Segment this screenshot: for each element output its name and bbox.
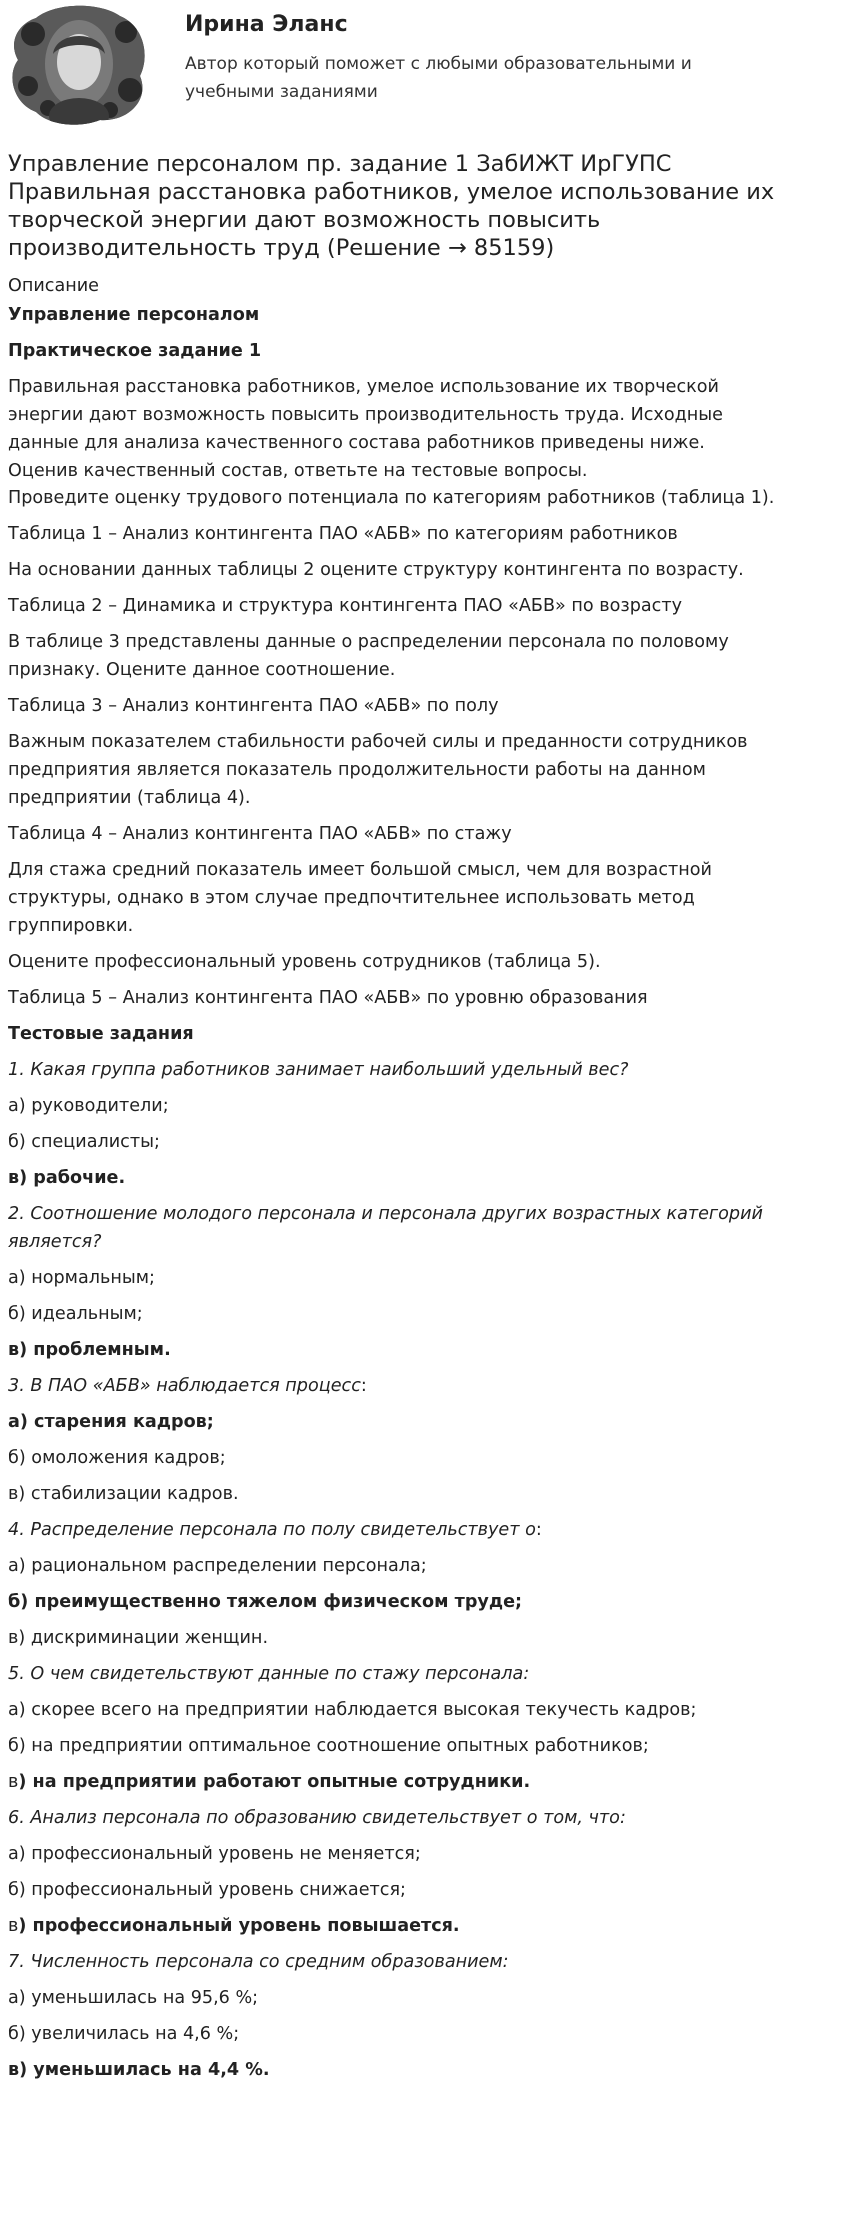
text-line: признаку. Оцените данное соотношение. [8,660,396,680]
paragraph [8,856,712,940]
table-caption: Таблица 1 – Анализ контингента ПАО «АБВ» по категориям работников [8,524,678,544]
answer-option: а) уменьшилась на 95,6 %; [8,1988,259,2008]
text-line: энергии дают возможность повысить производительность труда. Исходные [8,405,723,425]
answer-text: ) на предприятии работают опытные сотрудники. [18,1772,531,1792]
author-block [0,0,847,140]
question-6: 6. Анализ персонала по образованию свидетельствует о том, что: [8,1808,626,1828]
question-2 [8,1200,763,1256]
author-description-line: учебными заданиями [185,82,378,102]
title-line: Правильная расстановка работников, умелое использование их [8,179,775,205]
correct-answer: в) проблемным. [8,1340,171,1360]
answer-option: а) руководители; [8,1096,169,1116]
text-line: является? [8,1232,102,1252]
table-caption: Таблица 3 – Анализ контингента ПАО «АБВ» по полу [8,696,499,716]
text-line: данные для анализа качественного состава работников приведены ниже. [8,433,705,453]
answer-option: б) идеальным; [8,1304,143,1324]
question-3 [8,1372,367,1400]
paragraph: На основании данных таблицы 2 оцените структуру контингента по возрасту. [8,560,744,580]
correct-answer: в) рабочие. [8,1168,126,1188]
text-line: В таблице 3 представлены данные о распределении персонала по половому [8,632,729,652]
answer-option: б) увеличилась на 4,6 %; [8,2024,240,2044]
author-name[interactable]: Ирина Эланс [185,12,348,37]
text-line: 2. Соотношение молодого персонала и персонала других возрастных категорий [8,1204,763,1224]
title-line: творческой энергии дают возможность повысить [8,207,601,233]
question-4 [8,1516,542,1544]
answer-option: б) профессиональный уровень снижается; [8,1880,406,1900]
answer-prefix: в [8,1772,19,1792]
paragraph [8,728,748,812]
author-description [185,50,805,106]
page-title [8,150,838,262]
correct-answer: б) преимущественно тяжелом физическом труде; [8,1592,523,1612]
question-5: 5. О чем свидетельствуют данные по стажу персонала: [8,1664,530,1684]
paragraph: Проведите оценку трудового потенциала по категориям работников (таблица 1). [8,488,775,508]
table-caption: Таблица 2 – Динамика и структура контингента ПАО «АБВ» по возрасту [8,596,683,616]
text-line: Оценив качественный состав, ответьте на тестовые вопросы. [8,461,588,481]
title-line: Управление персоналом пр. задание 1 ЗабИЖТ ИрГУПС [8,151,672,177]
intro-paragraph [8,373,723,485]
title-line: производительность труд (Решение → 85159) [8,235,555,261]
correct-answer: в) уменьшилась на 4,4 %. [8,2060,270,2080]
answer-option: в) стабилизации кадров. [8,1484,239,1504]
tests-heading: Тестовые задания [8,1024,194,1044]
question-colon: : [360,1376,367,1396]
text-line: группировки. [8,916,134,936]
text-line: структуры, однако в этом случае предпочтительнее использовать метод [8,888,695,908]
question-text: 4. Распределение персонала по полу свидетельствует о [8,1520,536,1540]
correct-answer [8,1912,460,1940]
correct-answer: а) старения кадров; [8,1412,214,1432]
paragraph [8,628,729,684]
answer-option: а) нормальным; [8,1268,155,1288]
answer-option: а) рациональном распределении персонала; [8,1556,427,1576]
task-heading: Практическое задание 1 [8,341,262,361]
answer-option: б) специалисты; [8,1132,160,1152]
answer-option: б) омоложения кадров; [8,1448,226,1468]
table-caption: Таблица 5 – Анализ контингента ПАО «АБВ» по уровню образования [8,988,648,1008]
table-caption: Таблица 4 – Анализ контингента ПАО «АБВ» по стажу [8,824,512,844]
answer-option: в) дискриминации женщин. [8,1628,269,1648]
text-line: предприятия является показатель продолжительности работы на данном [8,760,706,780]
question-colon: : [535,1520,542,1540]
paragraph: Оцените профессиональный уровень сотрудников (таблица 5). [8,952,601,972]
answer-text: ) профессиональный уровень повышается. [18,1916,460,1936]
text-line: Правильная расстановка работников, умелое использование их творческой [8,377,719,397]
text-line: Для стажа средний показатель имеет большой смысл, чем для возрастной [8,860,712,880]
question-text: 3. В ПАО «АБВ» наблюдается процесс [8,1376,361,1396]
answer-prefix: в [8,1916,19,1936]
question-1: 1. Какая группа работников занимает наибольший удельный вес? [8,1060,629,1080]
answer-option: а) скорее всего на предприятии наблюдается высокая текучесть кадров; [8,1700,697,1720]
author-description-line: Автор который поможет с любыми образовательными и [185,54,692,74]
answer-option: а) профессиональный уровень не меняется; [8,1844,421,1864]
text-line: предприятии (таблица 4). [8,788,251,808]
answer-option: б) на предприятии оптимальное соотношение опытных работников; [8,1736,649,1756]
question-7: 7. Численность персонала со средним образованием: [8,1952,509,1972]
description-label: Описание [8,276,100,296]
author-avatar[interactable] [8,4,150,126]
correct-answer [8,1768,530,1796]
text-line: Важным показателем стабильности рабочей силы и преданности сотрудников [8,732,748,752]
subject-heading: Управление персоналом [8,305,260,325]
